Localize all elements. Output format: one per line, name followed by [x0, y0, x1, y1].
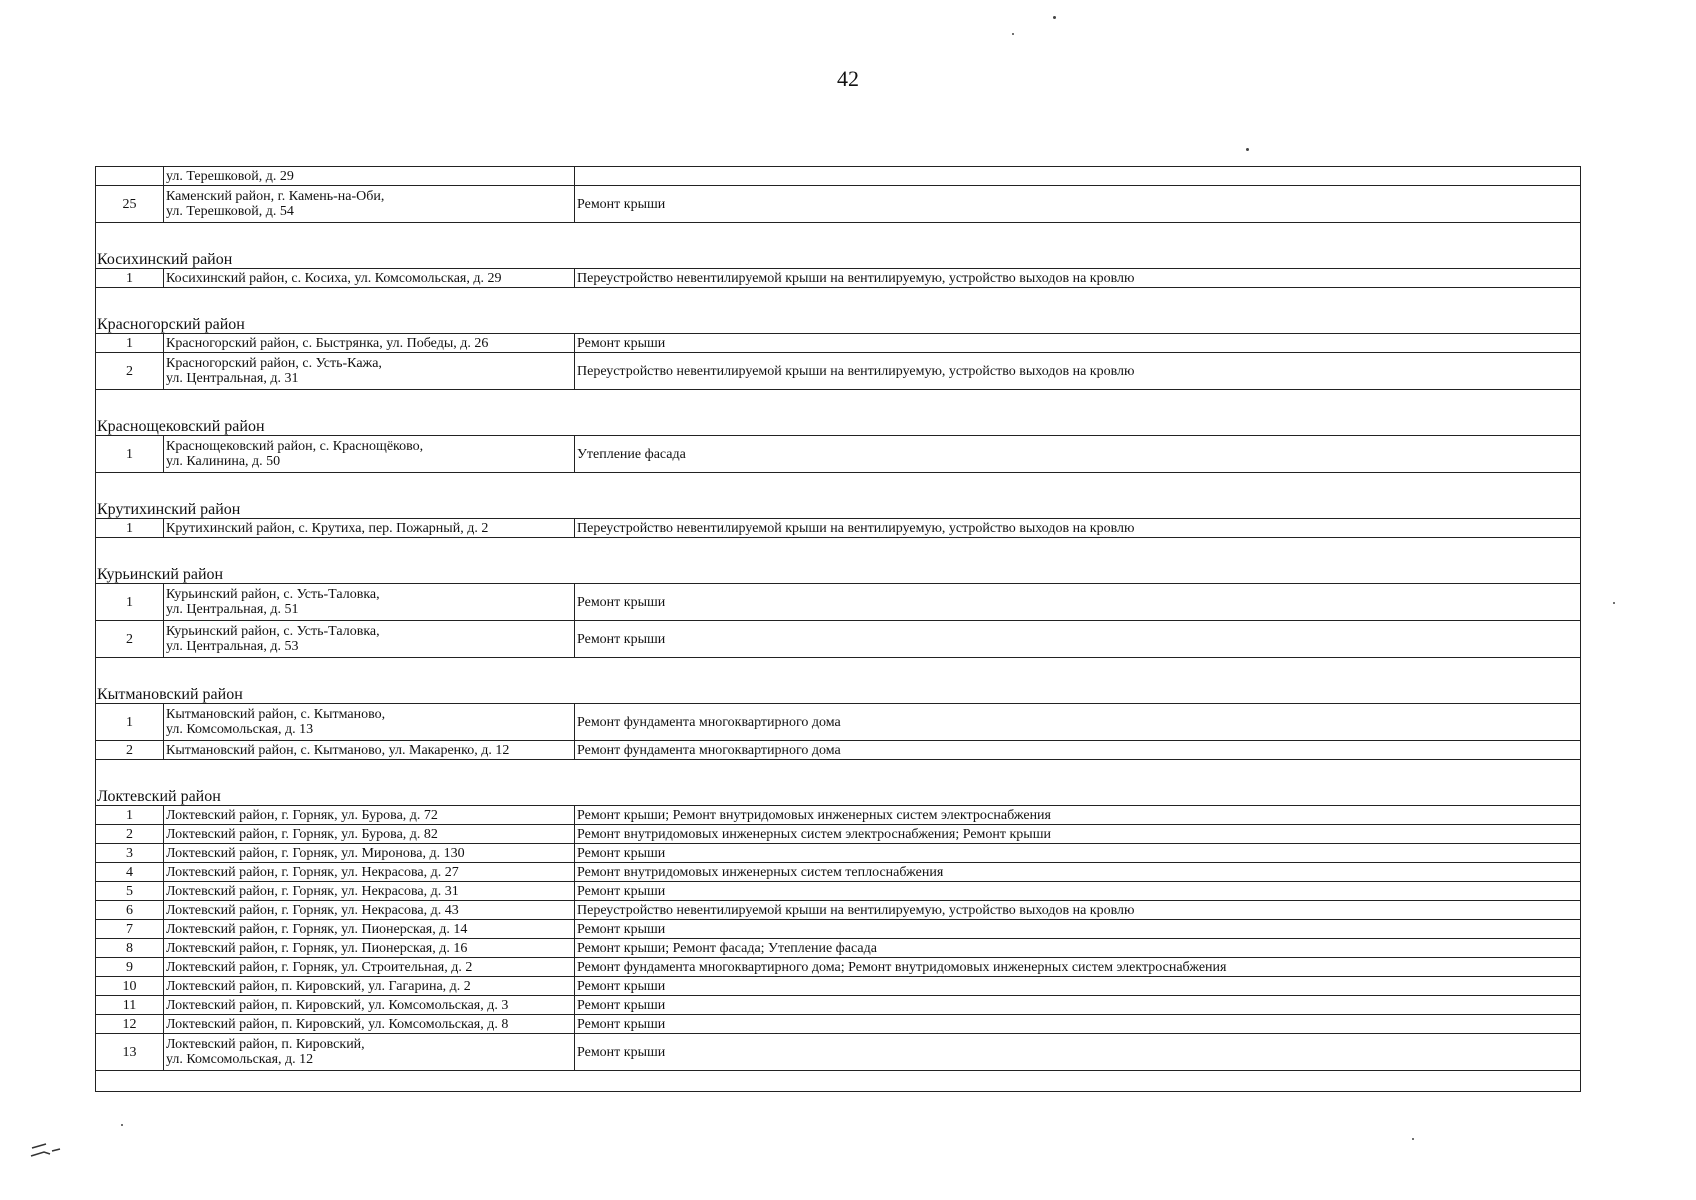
repair-program-table-sheet — [95, 166, 1580, 1092]
row-number: 2 — [96, 741, 164, 760]
row-number: 25 — [96, 186, 164, 223]
row-work-type: Переустройство невентилируемой крыши на вентилируемую, устройство выходов на кровлю — [575, 901, 1581, 920]
row-address: Локтевский район, г. Горняк, ул. Миронова, д. 130 — [164, 844, 575, 863]
table-row — [96, 621, 1581, 658]
row-work-type: Ремонт крыши — [575, 621, 1581, 658]
row-number: 8 — [96, 939, 164, 958]
table-row — [96, 901, 1581, 920]
row-number: 1 — [96, 269, 164, 288]
district-header-row — [96, 288, 1581, 334]
row-work-type — [575, 167, 1581, 186]
row-number: 1 — [96, 584, 164, 621]
district-header-row — [96, 658, 1581, 704]
row-address: Каменский район, г. Камень-на-Оби, ул. Терешковой, д. 54 — [164, 186, 575, 223]
row-work-type: Ремонт крыши — [575, 996, 1581, 1015]
row-address: Курьинский район, с. Усть-Таловка, ул. Центральная, д. 53 — [164, 621, 575, 658]
scan-speck — [1412, 1138, 1414, 1140]
scan-speck — [1053, 16, 1056, 19]
row-address: Локтевский район, г. Горняк, ул. Пионерская, д. 16 — [164, 939, 575, 958]
row-work-type: Ремонт внутридомовых инженерных систем электроснабжения; Ремонт крыши — [575, 825, 1581, 844]
repair-program-table — [95, 166, 1581, 1092]
table-row — [96, 741, 1581, 760]
row-work-type: Переустройство невентилируемой крыши на вентилируемую, устройство выходов на кровлю — [575, 519, 1581, 538]
table-row — [96, 1015, 1581, 1034]
row-work-type: Ремонт крыши — [575, 977, 1581, 996]
district-name: Крутихинский район — [96, 473, 1581, 519]
row-work-type: Ремонт внутридомовых инженерных систем теплоснабжения — [575, 863, 1581, 882]
table-row — [96, 436, 1581, 473]
row-number: 11 — [96, 996, 164, 1015]
table-row — [96, 920, 1581, 939]
table-row — [96, 1034, 1581, 1071]
table-row — [96, 996, 1581, 1015]
table-row — [96, 704, 1581, 741]
row-work-type: Ремонт крыши — [575, 844, 1581, 863]
scan-speck — [1012, 33, 1014, 35]
table-row — [96, 958, 1581, 977]
row-address: Локтевский район, п. Кировский, ул. Комсомольская, д. 8 — [164, 1015, 575, 1034]
row-number — [96, 167, 164, 186]
row-number: 9 — [96, 958, 164, 977]
row-number: 12 — [96, 1015, 164, 1034]
table-row — [96, 269, 1581, 288]
row-number: 2 — [96, 825, 164, 844]
table-row — [96, 353, 1581, 390]
row-address: Локтевский район, г. Горняк, ул. Некрасова, д. 27 — [164, 863, 575, 882]
row-work-type: Ремонт крыши — [575, 882, 1581, 901]
pen-mark-icon — [30, 1140, 64, 1162]
table-body — [96, 167, 1581, 1092]
row-address: ул. Терешковой, д. 29 — [164, 167, 575, 186]
table-end-row — [96, 1071, 1581, 1092]
row-address: Косихинский район, с. Косиха, ул. Комсомольская, д. 29 — [164, 269, 575, 288]
row-work-type: Ремонт крыши — [575, 186, 1581, 223]
row-number: 1 — [96, 519, 164, 538]
table-row — [96, 882, 1581, 901]
row-work-type: Ремонт фундамента многоквартирного дома — [575, 741, 1581, 760]
row-number: 4 — [96, 863, 164, 882]
page-number: 42 — [837, 66, 859, 91]
row-work-type: Утепление фасада — [575, 436, 1581, 473]
row-work-type: Ремонт фундамента многоквартирного дома; Ремонт внутридомовых инженерных систем электроснабжения — [575, 958, 1581, 977]
row-work-type: Ремонт фундамента многоквартирного дома — [575, 704, 1581, 741]
row-address: Кытмановский район, с. Кытманово, ул. Макаренко, д. 12 — [164, 741, 575, 760]
row-number: 2 — [96, 353, 164, 390]
row-address: Кытмановский район, с. Кытманово, ул. Комсомольская, д. 13 — [164, 704, 575, 741]
row-address: Локтевский район, г. Горняк, ул. Некрасова, д. 43 — [164, 901, 575, 920]
row-number: 3 — [96, 844, 164, 863]
row-address: Локтевский район, г. Горняк, ул. Строительная, д. 2 — [164, 958, 575, 977]
table-row — [96, 825, 1581, 844]
table-end-cell — [96, 1071, 1581, 1092]
district-header-row — [96, 390, 1581, 436]
row-address: Локтевский район, г. Горняк, ул. Бурова, д. 72 — [164, 806, 575, 825]
district-name: Косихинский район — [96, 223, 1581, 269]
row-number: 1 — [96, 436, 164, 473]
row-work-type: Ремонт крыши — [575, 1015, 1581, 1034]
row-work-type: Ремонт крыши — [575, 334, 1581, 353]
table-row — [96, 977, 1581, 996]
district-header-row — [96, 760, 1581, 806]
table-row — [96, 186, 1581, 223]
row-address: Крутихинский район, с. Крутиха, пер. Пожарный, д. 2 — [164, 519, 575, 538]
row-address: Локтевский район, г. Горняк, ул. Пионерская, д. 14 — [164, 920, 575, 939]
row-number: 1 — [96, 806, 164, 825]
district-name: Красногорский район — [96, 288, 1581, 334]
row-address: Курьинский район, с. Усть-Таловка, ул. Центральная, д. 51 — [164, 584, 575, 621]
row-work-type: Ремонт крыши — [575, 1034, 1581, 1071]
row-address: Локтевский район, г. Горняк, ул. Бурова, д. 82 — [164, 825, 575, 844]
row-work-type: Ремонт крыши — [575, 584, 1581, 621]
table-row — [96, 519, 1581, 538]
row-address: Локтевский район, п. Кировский, ул. Комсомольская, д. 3 — [164, 996, 575, 1015]
table-row — [96, 863, 1581, 882]
scan-speck — [1246, 148, 1249, 151]
district-name: Кытмановский район — [96, 658, 1581, 704]
scan-speck — [121, 1124, 123, 1126]
table-row — [96, 334, 1581, 353]
row-number: 1 — [96, 704, 164, 741]
scan-speck — [1613, 602, 1615, 604]
row-address: Локтевский район, п. Кировский, ул. Комсомольская, д. 12 — [164, 1034, 575, 1071]
row-number: 2 — [96, 621, 164, 658]
row-address: Красногорский район, с. Быстрянка, ул. Победы, д. 26 — [164, 334, 575, 353]
row-address: Краснощековский район, с. Краснощёково, ул. Калинина, д. 50 — [164, 436, 575, 473]
row-number: 13 — [96, 1034, 164, 1071]
row-number: 1 — [96, 334, 164, 353]
table-row — [96, 939, 1581, 958]
row-work-type: Ремонт крыши — [575, 920, 1581, 939]
row-work-type: Ремонт крыши; Ремонт фасада; Утепление фасада — [575, 939, 1581, 958]
district-name: Краснощековский район — [96, 390, 1581, 436]
district-header-row — [96, 223, 1581, 269]
district-name: Курьинский район — [96, 538, 1581, 584]
row-address: Локтевский район, п. Кировский, ул. Гагарина, д. 2 — [164, 977, 575, 996]
row-address: Красногорский район, с. Усть-Кажа, ул. Центральная, д. 31 — [164, 353, 575, 390]
row-address: Локтевский район, г. Горняк, ул. Некрасова, д. 31 — [164, 882, 575, 901]
row-number: 7 — [96, 920, 164, 939]
row-work-type: Переустройство невентилируемой крыши на вентилируемую, устройство выходов на кровлю — [575, 269, 1581, 288]
row-work-type: Ремонт крыши; Ремонт внутридомовых инженерных систем электроснабжения — [575, 806, 1581, 825]
row-number: 5 — [96, 882, 164, 901]
table-row — [96, 167, 1581, 186]
table-row — [96, 844, 1581, 863]
row-work-type: Переустройство невентилируемой крыши на вентилируемую, устройство выходов на кровлю — [575, 353, 1581, 390]
district-header-row — [96, 538, 1581, 584]
table-row — [96, 806, 1581, 825]
row-number: 10 — [96, 977, 164, 996]
row-number: 6 — [96, 901, 164, 920]
district-name: Локтевский район — [96, 760, 1581, 806]
district-header-row — [96, 473, 1581, 519]
table-row — [96, 584, 1581, 621]
